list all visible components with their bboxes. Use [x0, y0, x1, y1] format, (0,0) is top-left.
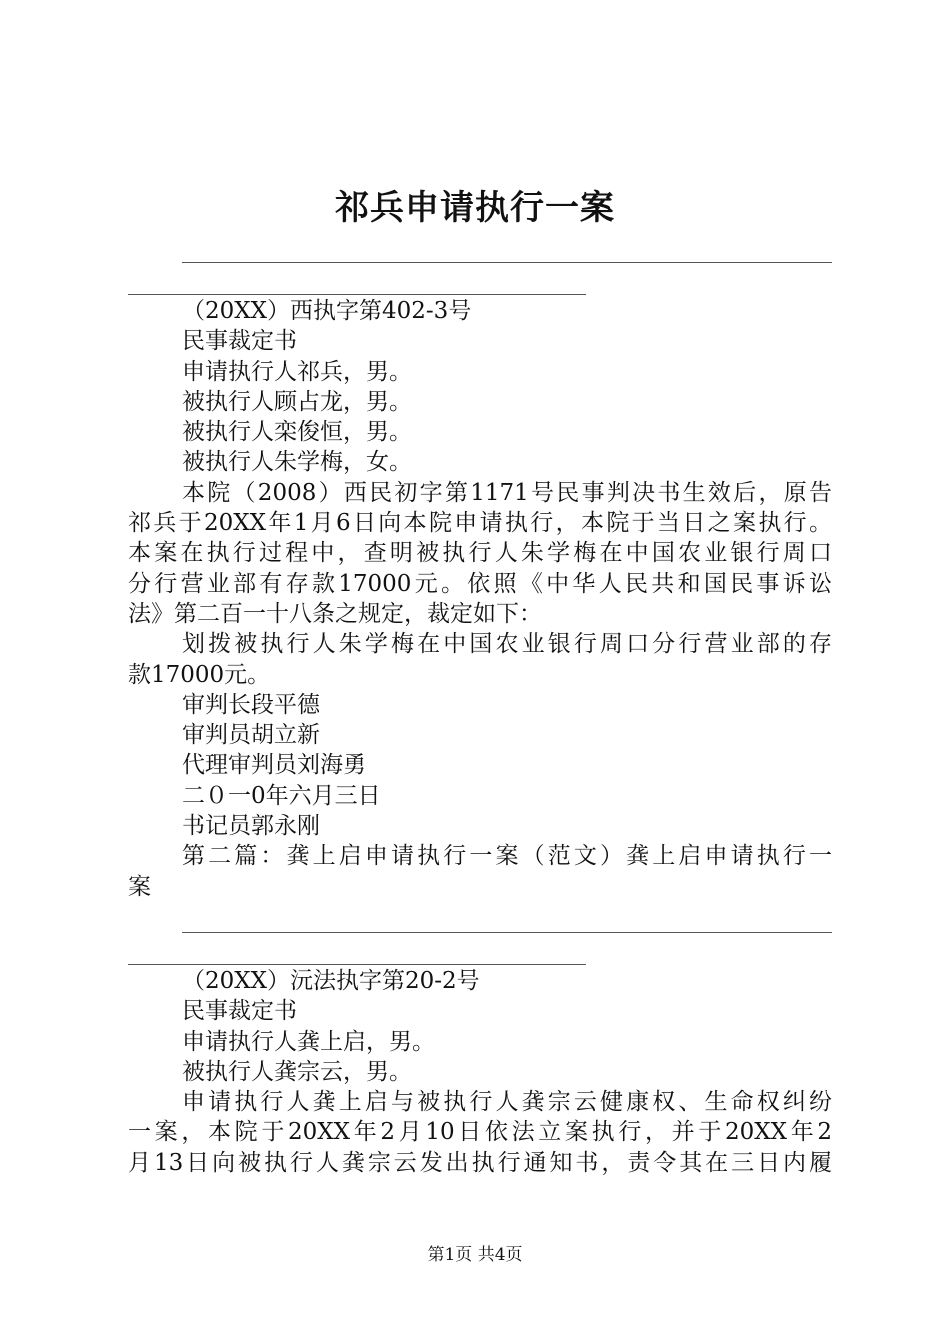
section-heading-line: 第二篇：龚上启申请执行一案（范文）龚上启申请执行一: [182, 843, 832, 870]
body-text-line: 分行营业部有存款17000元。依照《中华人民共和国民事诉讼: [128, 570, 832, 597]
body-text-line: 本案在执行过程中，查明被执行人朱学梅在中国农业银行周口: [128, 540, 832, 567]
doc-type: 民事裁定书: [182, 328, 297, 355]
page-footer: 第1页 共4页: [427, 1245, 523, 1265]
case-number: （20XX）沅法执字第20-2号: [182, 968, 480, 994]
ruling-text-line: 划拨被执行人朱学梅在中国农业银行周口分行营业部的存: [182, 631, 832, 658]
respondent: 被执行人栾俊恒，男。: [182, 419, 412, 446]
applicant: 申请执行人龚上启，男。: [182, 1028, 435, 1055]
judge: 审判员胡立新: [182, 722, 320, 749]
ruling-date: 二０一0年六月三日: [182, 782, 381, 809]
section-heading-line: 案: [128, 873, 151, 900]
body-text-line: 一案，本院于20XX年2月10日依法立案执行，并于20XX年2: [128, 1119, 832, 1146]
ruling-text-line: 款17000元。: [128, 661, 271, 688]
divider-line: [128, 964, 586, 965]
respondent: 被执行人朱学梅，女。: [182, 449, 412, 476]
clerk: 书记员郭永刚: [182, 813, 320, 840]
divider-line: [182, 932, 832, 933]
body-text-line: 祁兵于20XX年1月6日向本院申请执行，本院于当日之案执行。: [128, 510, 832, 537]
section-1: [128, 296, 832, 902]
section-2: [128, 966, 832, 1178]
chief-judge: 审判长段平德: [182, 691, 320, 718]
applicant: 申请执行人祁兵，男。: [182, 358, 412, 385]
respondent: 被执行人龚宗云，男。: [182, 1058, 412, 1085]
document-title: 祁兵申请执行一案: [335, 188, 615, 228]
case-number: （20XX）西执字第402-3号: [182, 298, 472, 324]
body-text-line: 申请执行人龚上启与被执行人龚宗云健康权、生命权纠纷: [182, 1089, 832, 1116]
divider-line: [128, 294, 586, 295]
divider-line: [182, 262, 832, 263]
acting-judge: 代理审判员刘海勇: [182, 752, 366, 779]
body-text-line: 月13日向被执行人龚宗云发出执行通知书，责令其在三日内履: [128, 1149, 832, 1176]
body-text-line: 法》第二百一十八条之规定，裁定如下：: [128, 600, 542, 627]
respondent: 被执行人顾占龙，男。: [182, 388, 412, 415]
doc-type: 民事裁定书: [182, 998, 297, 1025]
body-text-line: 本院（2008）西民初字第1171号民事判决书生效后，原告: [182, 479, 832, 506]
